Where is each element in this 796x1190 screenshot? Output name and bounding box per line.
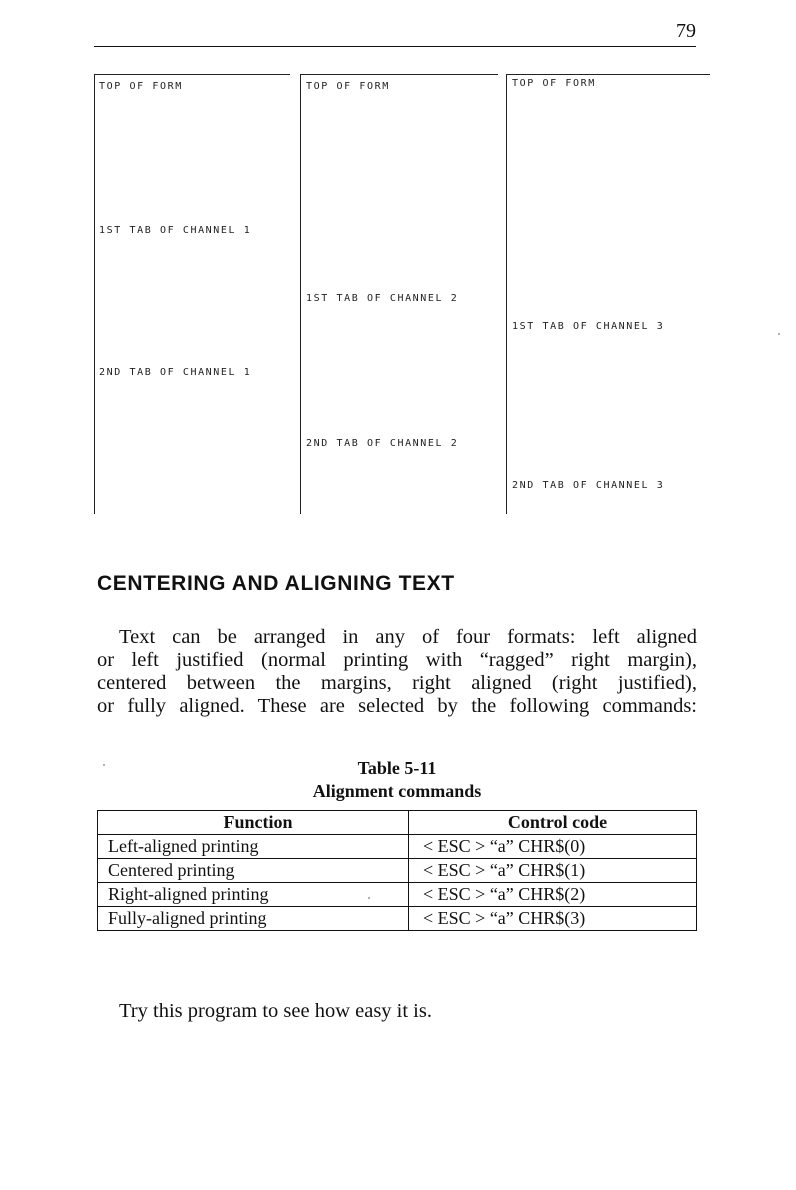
table-row (98, 907, 697, 931)
header-control-code: Control code (409, 811, 697, 835)
alignment-commands-table (97, 810, 697, 931)
print-speck (368, 897, 370, 899)
column-2-top-line (300, 74, 498, 75)
column-3-tab-2: 2ND TAB OF CHANNEL 3 (512, 480, 665, 491)
closing-text: Try this program to see how easy it is. (119, 1000, 432, 1022)
body-paragraph (97, 626, 697, 718)
table-row (98, 859, 697, 883)
print-speck (103, 764, 105, 766)
column-2-left-line (300, 74, 301, 514)
control-code-cell: < ESC > “a” CHR$(2) (409, 883, 697, 907)
vertical-tab-diagram (0, 0, 796, 530)
column-1-top-line (94, 74, 290, 75)
paragraph-line: centered between the margins, right aligned (right justified), (97, 672, 697, 694)
column-3-top-line (506, 74, 710, 75)
column-3-tab-1: 1ST TAB OF CHANNEL 3 (512, 321, 665, 332)
column-1-left-line (94, 74, 95, 514)
control-code-cell: < ESC > “a” CHR$(1) (409, 859, 697, 883)
function-cell: Centered printing (98, 859, 409, 883)
paragraph-line: Text can be arranged in any of four formats: left aligned (119, 626, 697, 648)
column-1-tab-2: 2ND TAB OF CHANNEL 1 (99, 367, 252, 378)
function-cell: Right-aligned printing (98, 883, 409, 907)
column-2-tab-2: 2ND TAB OF CHANNEL 2 (306, 438, 459, 449)
print-speck (778, 333, 780, 335)
table-header-row (98, 811, 697, 835)
column-3-left-line (506, 74, 507, 514)
control-code-cell: < ESC > “a” CHR$(3) (409, 907, 697, 931)
column-2-top-of-form: TOP OF FORM (306, 81, 390, 92)
paragraph-line: or fully aligned. These are selected by the following commands: (97, 695, 697, 717)
paragraph-line: or left justified (normal printing with “ragged” right margin), (97, 649, 697, 671)
column-1-tab-1: 1ST TAB OF CHANNEL 1 (99, 225, 252, 236)
page-number: 79 (676, 20, 696, 42)
table-title: Table 5-11 (357, 758, 437, 778)
column-3-top-of-form: TOP OF FORM (512, 78, 596, 89)
header-function: Function (98, 811, 409, 835)
function-cell: Fully-aligned printing (98, 907, 409, 931)
function-cell: Left-aligned printing (98, 835, 409, 859)
table-row (98, 835, 697, 859)
section-heading: CENTERING AND ALIGNING TEXT (97, 572, 455, 595)
control-code-cell: < ESC > “a” CHR$(0) (409, 835, 697, 859)
column-2-tab-1: 1ST TAB OF CHANNEL 2 (306, 293, 459, 304)
table-subtitle: Alignment commands (312, 781, 482, 801)
table-row (98, 883, 697, 907)
column-1-top-of-form: TOP OF FORM (99, 81, 183, 92)
